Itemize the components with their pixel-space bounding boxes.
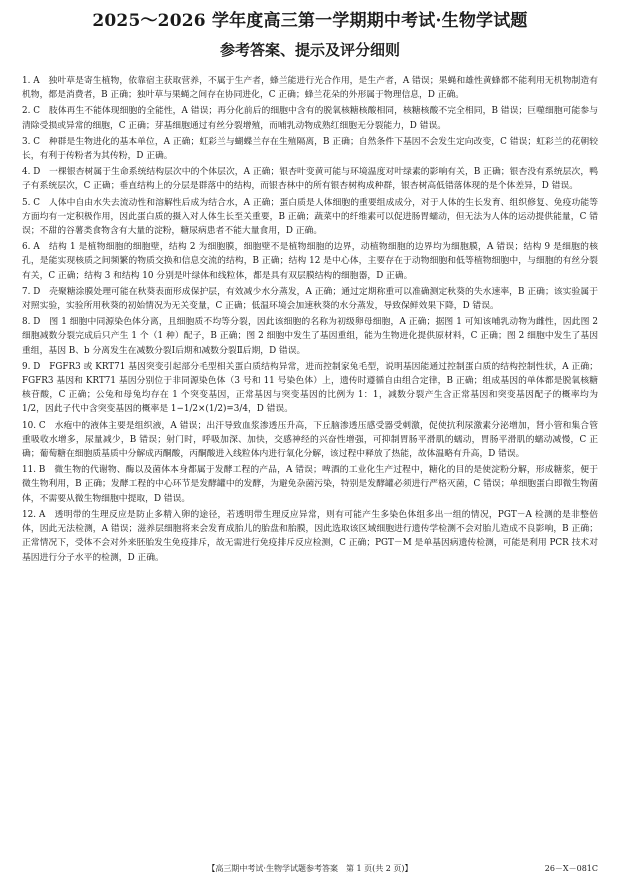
- footer-page-info: 【高三期中考试·生物学试题参考答案 第 1 页(共 2 页)】: [207, 864, 413, 873]
- answer-item-7: 7. D 壳聚糖涂膜处理可能在秋葵表面形成保护层，有效减少水分蒸发，A 正确；通过定期称重可以准确测定秋葵的失水速率，B 正确；该实验属于对照实验，实验所用秋葵的初始情况为无关变量，C 正确；低温环境会加速秋葵的水分蒸发，导致保鲜效果下降，D 错误。: [22, 286, 598, 312]
- footer-code: 26－X－081C: [544, 864, 598, 873]
- answer-list: [22, 74, 598, 565]
- answer-item-12: 12. A 透明带的生理反应是防止多精入卵的途径，若透明带生理反应异常，则有可能产生多染色体组多出一组的情况，PGT－A 检测的是非整倍体，因此无法检测，A 错误；滋养层细胞将来会发育成胎儿的胎盘和胎膜，因此选取该区域细胞进行遗传学检测不会对胎儿造成不良影响，B 正确；正常情况下，受体不会对外来胚胎发生免疫排斥，故无需进行免疫排斥反应检测，C 正确；PGT－M 是单基因病遗传检测，可能是利用 PCR 技术对基因进行分子水平的检测，D 正确。: [22, 509, 598, 563]
- page-footer: [22, 863, 598, 875]
- answer-item-10: 10. C 水疱中的液体主要是组织液，A 错误；出汗导致血浆渗透压升高，下丘脑渗透压感受器受刺激，促使抗利尿激素分泌增加，肾小管和集合管重吸收水增多，尿量减少，B 错误；射门时，呼吸加深、加快，交感神经的兴奋性增强，可抑制胃肠平滑肌的蠕动，胃肠平滑肌的蠕动减慢，C 正确；葡萄糖在细胞质基质中分解成丙酮酸，丙酮酸进入线粒体内进行氧化分解，该过程中释放了热能，故体温略有升高，D 错误。: [22, 420, 598, 460]
- answer-item-5: 5. C 人体中自由水失去流动性和溶解性后成为结合水，A 正确；蛋白质是人体细胞的重要组成成分，对于人体的生长发育、组织修复、免疫功能等方面均有一定积极作用，因此蛋白质的摄入对人体生长至关重要，B 正确；蔬菜中的纤维素可以促进肠胃蠕动，但无法为人体的运动提供能量，C 错误；不甜的谷薯类食物含有大量的淀粉，糖尿病患者不能大量食用，D 正确。: [22, 197, 598, 237]
- page-title: 2025～2026 学年度高三第一学期期中考试·生物学试题: [92, 11, 528, 31]
- answer-item-9: 9. D FGFR3 或 KRT71 基因突变引起部分毛型相关蛋白质结构异常，进而控制家兔毛型，说明基因能通过控制蛋白质的结构控制性状，A 正确；FGFR3 基因和 KRT71 基因分别位于非同源染色体（3 号和 11 号染色体）上，遗传时遵循自由组合定律，B 正确；组成基因的单体都是脱氧核糖核苷酸，C 正确；公兔和母兔均存在 1 个突变基因，正常基因与突变基因的比例为 1：1，减数分裂产生含正常基因和突变基因配子的概率均为 1/2，因此子代中含突变基因的概率是 1−1/2×(1/2)=3/4，D 错误。: [22, 361, 598, 415]
- answer-item-6: 6. A 结构 1 是植物细胞的细胞壁，结构 2 为细胞膜，细胞壁不是植物细胞的边界，动植物细胞的边界均为细胞膜，A 错误；结构 9 是细胞的核孔，是能实现核质之间频繁的物质交换和信息交流的结构，B 正确；结构 12 是中心体，主要存在于动物细胞和低等植物细胞中，与细胞的有丝分裂有关，C 正确；结构 3 和结构 10 分别是叶绿体和线粒体，都是具有双层膜结构的细胞器，D 正确。: [22, 242, 598, 281]
- answer-item-3: 3. C 种群是生物进化的基本单位，A 正确；虹彩兰与蝴蝶兰存在生殖隔离，B 正确；自然条件下基因不会发生定向改变，C 错误；虹彩兰的花朝较长，有利于传粉者为其传粉，D 正确。: [22, 136, 598, 162]
- answer-item-2: 2. C 肢体再生不能体现细胞的全能性，A 错误；再分化前后的细胞中含有的脱氧核糖核酸相同，核糖核酸不完全相同，B 错误；巨噬细胞可能参与清除受损或异常的细胞，C 正确；芽基细胞通过有丝分裂增殖，而哺乳动物成熟红细胞无分裂能力，D 错误。: [22, 106, 598, 131]
- answer-item-1: 1. A 独叶草是寄生植物，依靠宿主获取营养，不属于生产者，蜂兰能进行光合作用，是生产者，A 错误；果蝇和雄性黄蜂都不能利用无机物制造有机物，都是消费者，B 正确；独叶草与果蝇之间存在协同进化，C 正确；蜂兰花朵的外形属于物理信息，D 正确。: [22, 76, 598, 101]
- answer-item-11: 11. B 微生物的代谢物、酶以及菌体本身都属于发酵工程的产品，A 错误；啤酒的工业化生产过程中，糖化的目的是使淀粉分解，形成糖浆，便于微生物利用，B 正确；发酵工程的中心环节是发酵罐中的发酵，为避免杂菌污染，特别是发酵罐必须进行严格灭菌，C 错误；单细胞蛋白即微生物菌体，不需要从微生物细胞中提取，D 错误。: [22, 465, 598, 504]
- answer-item-4: 4. D 一棵银杏树属于生命系统结构层次中的个体层次，A 正确；银杏叶变黄可能与环境温度对叶绿素的影响有关，B 正确；银杏没有系统层次，鸭子有系统层次，C 正确；垂直结构上的分层是群落中的结构，而银杏林中的所有银杏树构成种群，银杏树高低错落体现的是个体差异，D 错误。: [22, 167, 598, 192]
- page-subtitle: 参考答案、提示及评分细则: [219, 41, 400, 59]
- answer-item-8: 8. D 图 1 细胞中同源染色体分离，且细胞质不均等分裂，因此该细胞的名称为初级卵母细胞，A 正确；据图 1 可知该哺乳动物为雌性，因此图 2 细胞减数分裂完成后只产生 1 个（1 种）配子，B 正确；图 2 细胞中发生了基因重组，能为生物进化提供原材料，C 正确；图 2 细胞中发生了基因重组，基因 B、b 分离发生在减数分裂Ⅰ后期和减数分裂Ⅱ后期，D 错误。: [22, 317, 598, 356]
